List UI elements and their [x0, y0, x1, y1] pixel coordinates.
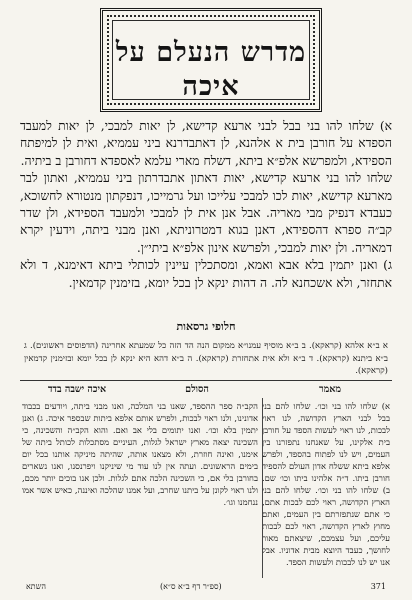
- commentary-right-text: א) שלחו להו בני וכו׳. שלחו להם בני בבל לבני הארץ הקדושה, לנו ראוי לבכות, לנו ראוי לעשות הספד על חורבן בית אלקינו, על שאנחנו נתפזרנו בין העמים, ויש לנו לפתוח בהספד, ולפרש אלפא ביתא ששלח אדון העולם להספיד חורבן ביתו. ד״ה אלהינו ביתו וכו׳ שם. ב) שלחו להו בני וכו׳. שלחו להם בני הארץ הקדושה, ראוי לכם לבכות אתם, כי אתם שנתפזרתם בין העמים, ואתם מחוץ לארץ הקדושה, ראוי לכם לבכות עליכם, ועל עצמכם, שיצאתם מאור לחושך, כעבד היוצא מבית אדוניו. אבל אנו יש לנו לבכות ולעשות הספד.: [262, 401, 390, 567]
- title-line-2: איכה: [182, 71, 240, 102]
- divider-rule: [20, 380, 392, 381]
- main-paragraph-3: ג) ואנן יתמין בלא אבא ואמא, ומסתכלין עיינין לכותלי ביתא דאימנא, ד ולא אתחזר, ולא אשכחנא לה. ה דהות ינקא לן בכל יומא, בזימנין קדמאין.: [20, 258, 392, 290]
- main-paragraph-2: שלחו להו בני ארעא קדישא, יאות דאתון אתבדרתון ביני עממיא, ואתון לבר מארעא קדישא, יאות לכו למבכי עלייכו ועל גרמייכו, דנפקתון מנטורא לחשוכא, כעבדא דנפיק מבי מאריה. אבל אנן אית לן למבכי ולמעבד הספידא, ולן שדר קב״ה ספרא דהספידא, דאנן בגוא דמטרוניתא, ואנן מבני ביתה, וידעין יקרא דמאריה. ולן יאות למבכי, ולפרשא אינון אלפ״א ביתי״ן.: [20, 171, 392, 255]
- commentary-column-right: [262, 400, 390, 568]
- column-header-left: איכה ישבה בדד: [47, 384, 107, 395]
- main-paragraph-1: א) שלחו להו בני בבל לבני ארעא קדישא, לן יאות למבכי, לן יאות למעבד הספדא על חורבן בית א אלהנא, לן דאתבדרנא ביני עממיא, ואית לן למיפתח הספידא, ולמפרשא אלפ״א ביתא, דשלח מארי עלמא לאספדא דחורבן ב ביתיה.: [20, 119, 392, 168]
- variants-paragraph: א ב״א אלהא (קראקא). ב ב״א מוסיף עמנו״א ממקום הנה הד הזה כל שמעתא אחרינה (הדפוסים ראשונים). ג ב״א ביתנא (קראקא). ד ב״א ולא אית אתחזרת (קראקא). ה ב״א דהא היא ינקא לן בכל יומא ובזימנין קדמאין (קראקא).: [24, 341, 388, 376]
- footer-reference: (ספ״ר דף ב״א ס״א): [160, 582, 222, 591]
- column-header-middle: הסולם: [185, 384, 209, 395]
- catchword: השתא: [26, 582, 46, 591]
- column-header-right: מאמר: [318, 384, 342, 395]
- title-line-1: מדרש הנעלם על: [115, 37, 307, 68]
- commentary-left-text: הקב״ה ספר ההספד, שאנו בני המלכה, ואנו מבני ביתה, ויודעים בכבוד אדונינו, ולנו ראוי לבכות, ולפרש אותם אלפא ביתות שבספר איכה. ג) ואנן יתמין בלא וכו׳. ואנו יתומים בלי אב ואם. והוא הקב״ה והשכינה, כי השכינה יצאה מארץ ישראל לגלות, העיניים מסתכלות לכותל ביתה של אימנו, ואינה חוזרת, ולא מצאנו אותה, שהיתה מיניקה אותנו בכל יום בימים הראשונים. ועתה אין לנו עוד מי שיניקנו ויפרנסנו, ואנו נשארים בחורבן בלי אם, כי השכינה הלכה אתם לגלות. ולכן אנו בוכים יותר מכם, ולנו ראוי לקונן על ביתנו שחרב, ועל אמנו שהלכה ואיננה, כאיש אשר אמו ננחמנו וגו׳.: [22, 401, 258, 507]
- variants-text: [24, 340, 388, 378]
- page-number: 371: [370, 582, 386, 591]
- variants-header: חלופי גרסאות: [176, 320, 236, 333]
- column-divider: [262, 398, 263, 578]
- commentary-column-left: [22, 400, 258, 508]
- title-frame: [100, 8, 322, 112]
- main-text: [20, 118, 392, 292]
